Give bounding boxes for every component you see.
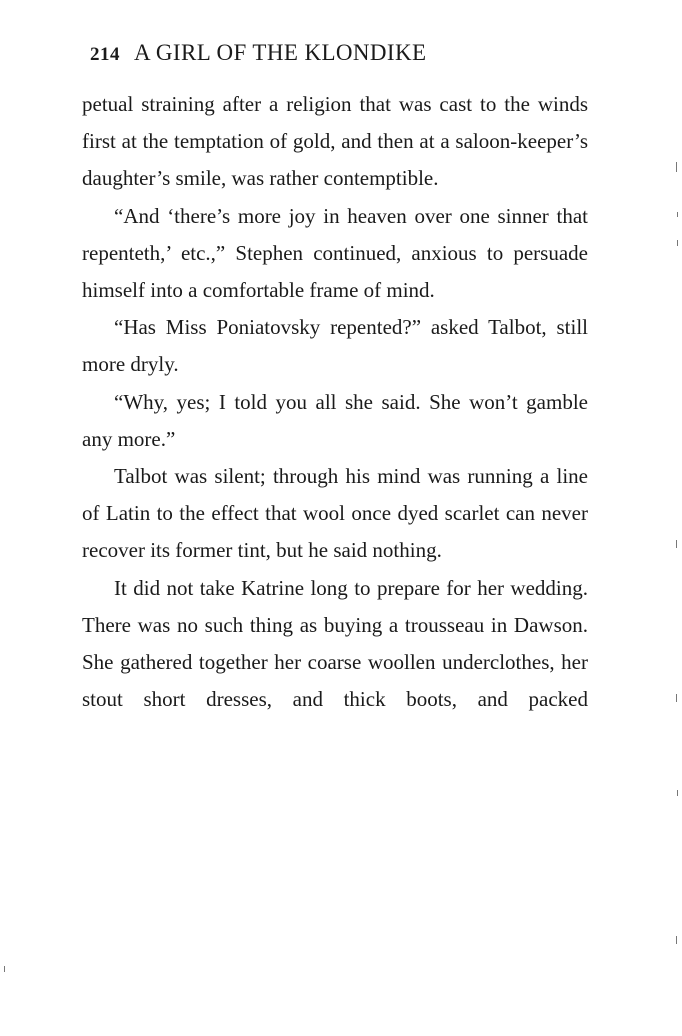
- scan-mark: [676, 162, 677, 172]
- page-number: 214: [90, 44, 120, 65]
- scan-mark: [677, 240, 678, 246]
- page-header: [90, 40, 426, 66]
- scan-mark: [676, 694, 677, 702]
- paragraph-katrine-wedding: It did not take Katrine long to prepare for her wedding. There was no such thing as buying a trousseau in Dawson. She gathered together her coarse woollen underclothes, her stout short dresses, and thick boots, and packed: [82, 575, 588, 712]
- paragraph-stephen-quote: “And ‘there’s more joy in heaven over one sinner that repenteth,’ etc.,” Stephen continued, anxious to persuade himself into a comfortable frame of mind.: [82, 203, 588, 303]
- scan-mark: [4, 966, 5, 972]
- scan-mark: [677, 212, 678, 217]
- body-text: [82, 86, 588, 718]
- paragraph-talbot-question: “Has Miss Poniatovsky repented?” asked Talbot, still more dryly.: [82, 315, 588, 377]
- paragraph-stephen-reply: “Why, yes; I told you all she said. She won’t gamble any more.”: [82, 389, 588, 451]
- scan-mark: [677, 790, 678, 796]
- paragraph-talbot-silent: Talbot was silent; through his mind was running a line of Latin to the effect that wool once dyed scarlet can never recover its former tint, but he said nothing.: [82, 464, 588, 563]
- running-title: A GIRL OF THE KLONDIKE: [134, 40, 427, 65]
- paragraph-continuation: petual straining after a religion that was cast to the winds first at the temptation of gold, and then at a saloon-keeper’s daughter’s smile, was rather contemptible.: [82, 92, 588, 191]
- scan-mark: [676, 540, 677, 548]
- scan-mark: [676, 936, 677, 944]
